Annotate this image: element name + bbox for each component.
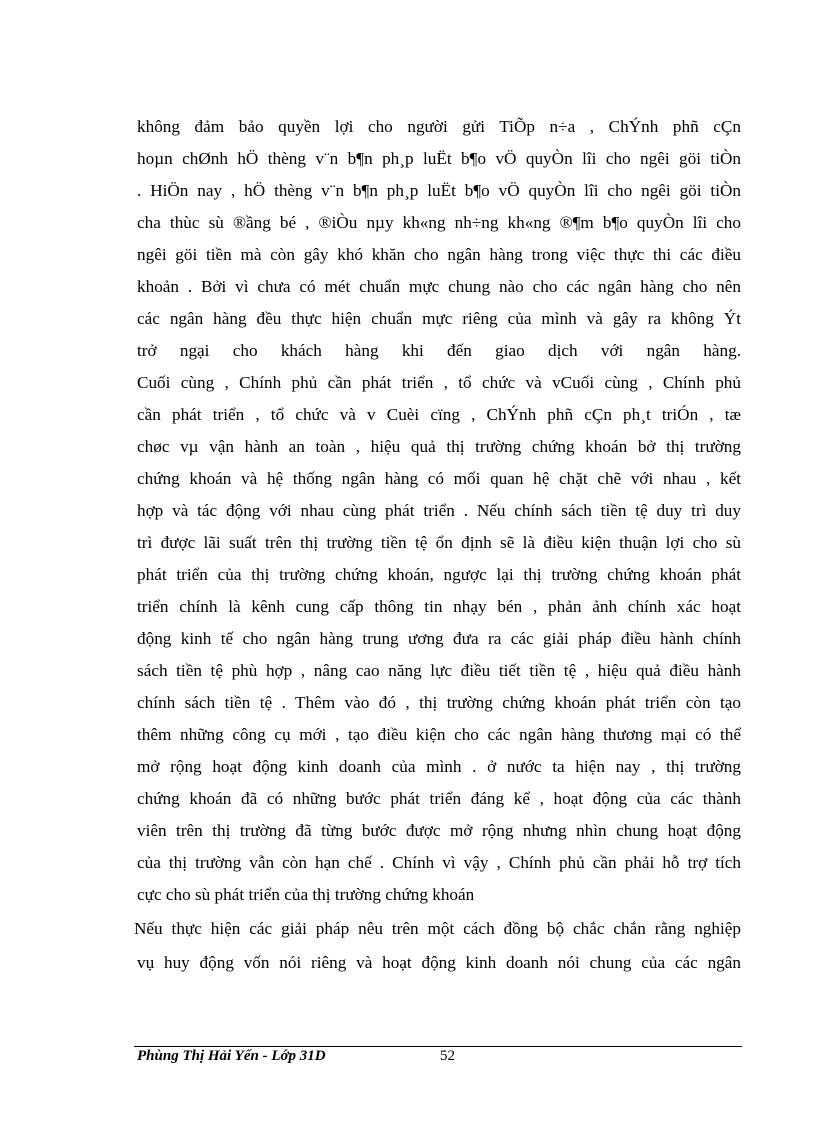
body-line: viên trên thị trường đã từng bước được mở rộng nhưng nhìn chung hoạt động [137,821,741,840]
body-line: trở ngại cho khách hàng khi đến giao dịch với ngân hàng. [137,341,741,360]
body-line: chøc vµ vận hành an toàn , hiệu quả thị trường chứng khoán bở thị trường [137,437,741,456]
body-line: của thị trường vẫn còn hạn chế . Chính vì vậy , Chính phủ cần phải hỗ trợ tích [137,853,741,872]
body-line: chứng khoán và hệ thống ngân hàng có mối quan hệ chặt chẽ với nhau , kết [137,469,741,488]
body-line: phát triển của thị trường chứng khoán, ngược lại thị trường chứng khoán phát [137,565,741,584]
body-line: vụ huy động vốn nói riêng và hoạt động kinh doanh nói chung của các ngân [137,953,741,972]
body-line: không đảm bảo quyền lợi cho người gửi TiÕp n÷a , ChÝnh phñ cÇn [137,117,741,136]
page-number: 52 [440,1048,455,1064]
body-line: hoµn chØnh hÖ thèng v¨n b¶n ph¸p luËt b¶o vÖ quyÒn lîi cho ngêi göi tiÒn [137,149,741,168]
body-line: . HiÖn nay , hÖ thèng v¨n b¶n ph¸p luËt b¶o vÖ quyÒn lîi cho ngêi göi tiÒn [137,181,741,200]
body-line: thêm những công cụ mới , tạo điều kiện cho các ngân hàng thương mại có thể [137,725,741,744]
body-line: trì được lãi suất trên thị trường tiền tệ ổn định sẽ là điều kiện thuận lợi cho sù [137,533,741,552]
body-line: hợp và tác động với nhau cùng phát triển . Nếu chính sách tiền tệ duy trì duy [137,501,741,520]
body-line: động kinh tế cho ngân hàng trung ương đưa ra các giải pháp điều hành chính [137,629,741,648]
body-line: cha thùc sù ®ầng bé , ®iÒu nµy kh«ng nh÷ng kh«ng ®¶m b¶o quyÒn lîi cho [137,213,741,232]
body-line: Nếu thực hiện các giải pháp nêu trên một cách đồng bộ chắc chắn rằng nghiệp [134,919,741,938]
body-line: Cuối cùng , Chính phủ cần phát triển , tổ chức và vCuối cùng , Chính phủ [137,373,741,392]
body-line: triển chính là kênh cung cấp thông tin nhạy bén , phản ảnh chính xác hoạt [137,597,741,616]
body-line: khoản . Bởi vì chưa có mét chuẩn mực chung nào cho các ngân hàng cho nên [137,277,741,296]
body-line: sách tiền tệ phù hợp , nâng cao năng lực điều tiết tiền tệ , hiệu quả điều hành [137,661,741,680]
body-line: cực cho sù phát triển của thị trường chứng khoán [137,885,475,904]
body-line: các ngân hàng đều thực hiện chuẩn mực riêng của mình và gây ra không Ýt [137,309,741,328]
body-line: chính sách tiền tệ . Thêm vào đó , thị trường chứng khoán phát triển còn tạo [137,693,741,712]
body-line: ngêi göi tiền mà còn gây khó khăn cho ngân hàng trong việc thực thi các điều [137,245,741,264]
footer-author: Phùng Thị Hải Yến - Lớp 31D [137,1048,326,1064]
body-line: chứng khoán đã có những bước phát triển đáng kể , hoạt động của các thành [137,789,741,808]
body-line: cần phát triển , tổ chức và v Cuèi cïng , ChÝnh phñ cÇn ph¸t triÓn , tæ [137,405,741,424]
body-line: mở rộng hoạt động kinh doanh của mình . ở nước ta hiện nay , thị trường [137,757,741,776]
